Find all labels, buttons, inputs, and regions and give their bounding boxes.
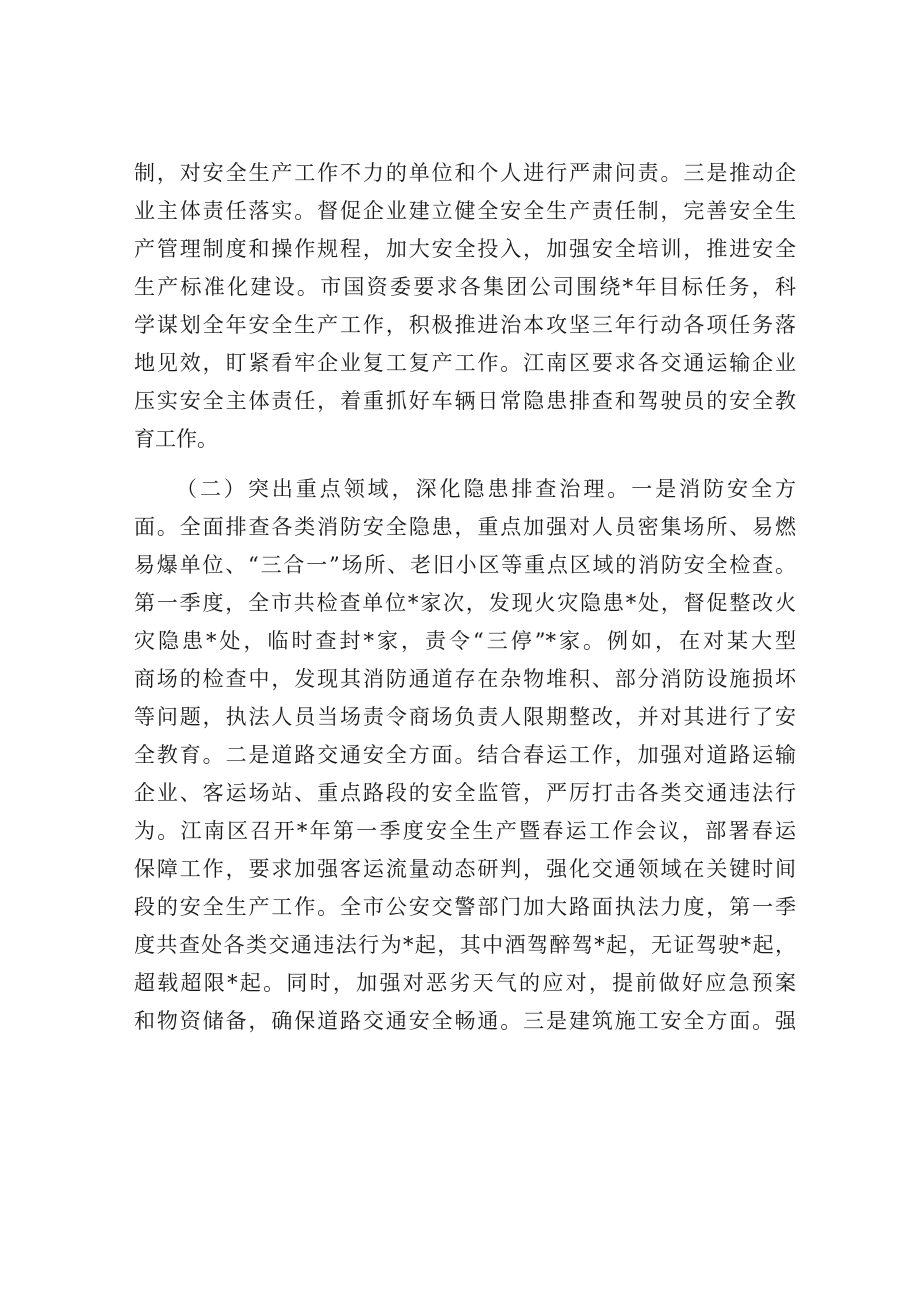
text-line-indented: （二）突出重点领域，深化隐患排查治理。一是消防安全方	[176, 477, 796, 501]
text-line: 商场的检查中，发现其消防通道存在杂物堆积、部分消防设施损坏	[134, 667, 796, 691]
text-line: 压实安全主体责任，着重抓好车辆日常隐患排查和驾驶员的安全教	[134, 389, 796, 413]
paragraph-2	[134, 470, 796, 1040]
text-line: 等问题，执法人员当场责令商场负责人限期整改，并对其进行了安	[134, 705, 796, 729]
text-line: 和物资储备，确保道路交通安全畅通。三是建筑施工安全方面。强	[134, 1009, 796, 1033]
text-line: 保障工作，要求加强客运流量动态研判，强化交通领域在关键时间	[134, 857, 796, 881]
text-line: 企业、客运场站、重点路段的安全监管，严厉打击各类交通违法行	[134, 781, 796, 805]
text-line: 制，对安全生产工作不力的单位和个人进行严肃问责。三是推动企	[134, 161, 796, 185]
text-line: 为。江南区召开*年第一季度安全生产暨春运工作会议，部署春运	[134, 819, 796, 843]
text-line: 度共查处各类交通违法行为*起，其中酒驾醉驾*起，无证驾驶*起，	[134, 933, 796, 957]
text-line: 育工作。	[134, 427, 218, 451]
text-line: 学谋划全年安全生产工作，积极推进治本攻坚三年行动各项任务落	[134, 313, 796, 337]
paragraph-1	[134, 154, 796, 458]
text-line: 产管理制度和操作规程，加大安全投入，加强安全培训，推进安全	[134, 237, 796, 261]
text-line: 灾隐患*处，临时查封*家，责令“三停”*家。例如，在对某大型	[134, 629, 796, 653]
text-line: 生产标准化建设。市国资委要求各集团公司围绕*年目标任务，科	[134, 275, 796, 299]
paragraph-gap	[134, 458, 796, 470]
text-line: 业主体责任落实。督促企业建立健全安全生产责任制，完善安全生	[134, 199, 796, 223]
text-line: 超载超限*起。同时，加强对恶劣天气的应对，提前做好应急预案	[134, 971, 796, 995]
text-line: 段的安全生产工作。全市公安交警部门加大路面执法力度，第一季	[134, 895, 796, 919]
document-page	[134, 154, 796, 1040]
text-line: 面。全面排查各类消防安全隐患，重点加强对人员密集场所、易燃	[134, 515, 796, 539]
text-line: 第一季度，全市共检查单位*家次，发现火灾隐患*处，督促整改火	[134, 591, 796, 615]
text-line: 全教育。二是道路交通安全方面。结合春运工作，加强对道路运输	[134, 743, 796, 767]
text-line: 易爆单位、“三合一”场所、老旧小区等重点区域的消防安全检查。	[134, 553, 796, 577]
text-line: 地见效，盯紧看牢企业复工复产工作。江南区要求各交通运输企业	[134, 351, 796, 375]
